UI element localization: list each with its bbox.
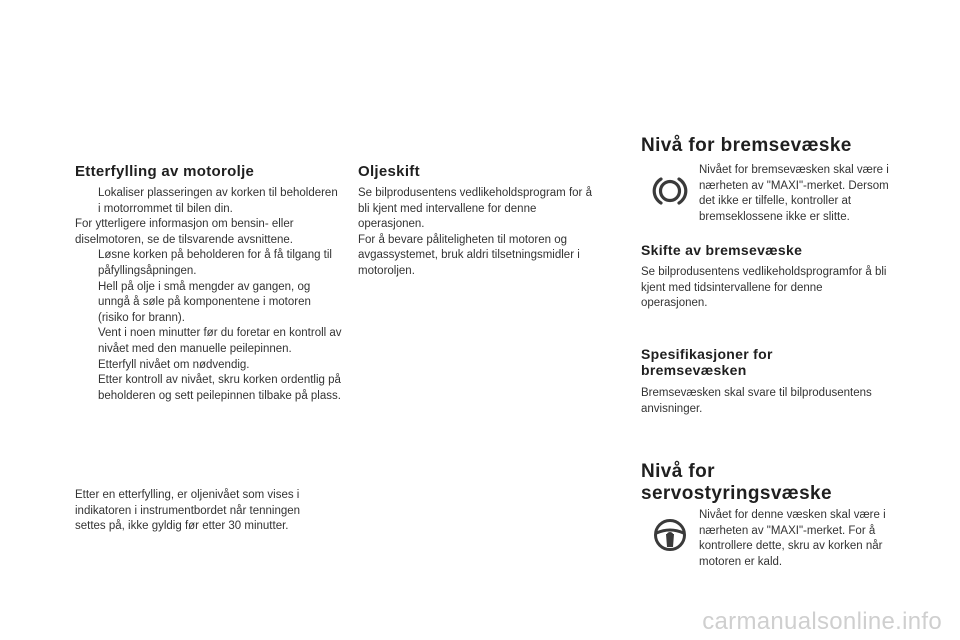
steering-wheel-icon <box>641 508 699 552</box>
section-title-oil-refill: Etterfylling av motorolje <box>75 163 255 180</box>
section-title-brake-fluid-level: Nivå for bremsevæske <box>641 135 852 156</box>
oil-refill-steps <box>75 186 343 404</box>
list-item-text: Løsne korken på beholderen for å få tilgang til påfyllingsåpningen. <box>98 249 332 277</box>
power-steering-title-line-1: Nivå for <box>641 461 715 482</box>
list-item-text: Vent i noen minutter før du foretar en kontroll av nivået med den manuelle peilepinnen. <box>98 327 342 355</box>
brake-fluid-spec-text: Bremsevæsken skal svare til bilprodusentens anvisninger. <box>641 387 872 415</box>
brake-fluid-level-text: Nivået for bremsevæsken skal være i nærheten av "MAXI"-merket. Dersom det ikke er tilfelle, kontroller at bremseklossene ikke er slitte. <box>699 164 889 223</box>
paragraph: For å bevare påliteligheten til motoren og avgassystemet, bruk aldri tilsetningsmidler i motoroljen. <box>358 233 580 277</box>
section-title-power-steering <box>641 461 832 505</box>
watermark: carmanualsonline.info <box>702 608 942 635</box>
paragraph: Se bilprodusentens vedlikeholdsprogram for å bli kjent med intervallene for denne operasjonen. <box>358 187 592 231</box>
list-item <box>75 186 343 217</box>
oil-level-note: Etter en etterfylling, er oljenivået som vises i indikatoren i instrumentbordet når tenningen settes på, ikke gyldig før etter 30 minutter. <box>75 489 301 533</box>
list-item-text: Etterfyll nivået om nødvendig. <box>98 358 250 371</box>
spec-title-line-1: Spesifikasjoner for <box>641 346 773 362</box>
paragraph: For ytterligere informasjon om bensin- eller diselmotoren, se de tilsvarende avsnittene. <box>75 218 294 246</box>
section-title-oil-change: Oljeskift <box>358 163 420 180</box>
list-item-text: Lokaliser plasseringen av korken til beholderen i motorrommet til bilen din. <box>98 187 338 215</box>
power-steering-level-text: Nivået for denne væsken skal være i nærheten av "MAXI"-merket. For å kontrollere dette, skru av korken når motoren er kald. <box>699 509 886 568</box>
brake-warning-icon <box>641 163 699 209</box>
brake-fluid-level-block <box>641 163 911 225</box>
list-item <box>75 373 343 404</box>
oil-change-body <box>358 186 603 280</box>
brake-fluid-change-text: Se bilprodusentens vedlikeholdsprogramfor å bli kjent med tidsintervallene for denne operasjonen. <box>641 266 887 310</box>
list-item <box>75 358 343 374</box>
section-title-brake-fluid-change: Skifte av bremsevæske <box>641 242 803 258</box>
power-steering-level-block <box>641 508 911 570</box>
list-item <box>75 248 343 279</box>
power-steering-title-line-2: servostyringsvæske <box>641 483 832 504</box>
list-item-text: Hell på olje i små mengder av gangen, og unngå å søle på komponentene i motoren (risiko for brann). <box>98 280 311 324</box>
list-item-text: Etter kontroll av nivået, skru korken ordentlig på beholderen og sett peilepinnen tilbake på plass. <box>98 374 341 402</box>
list-item <box>75 280 343 327</box>
list-item <box>75 326 343 357</box>
section-title-brake-fluid-spec <box>641 346 773 378</box>
spec-title-line-2: bremsevæsken <box>641 362 747 378</box>
